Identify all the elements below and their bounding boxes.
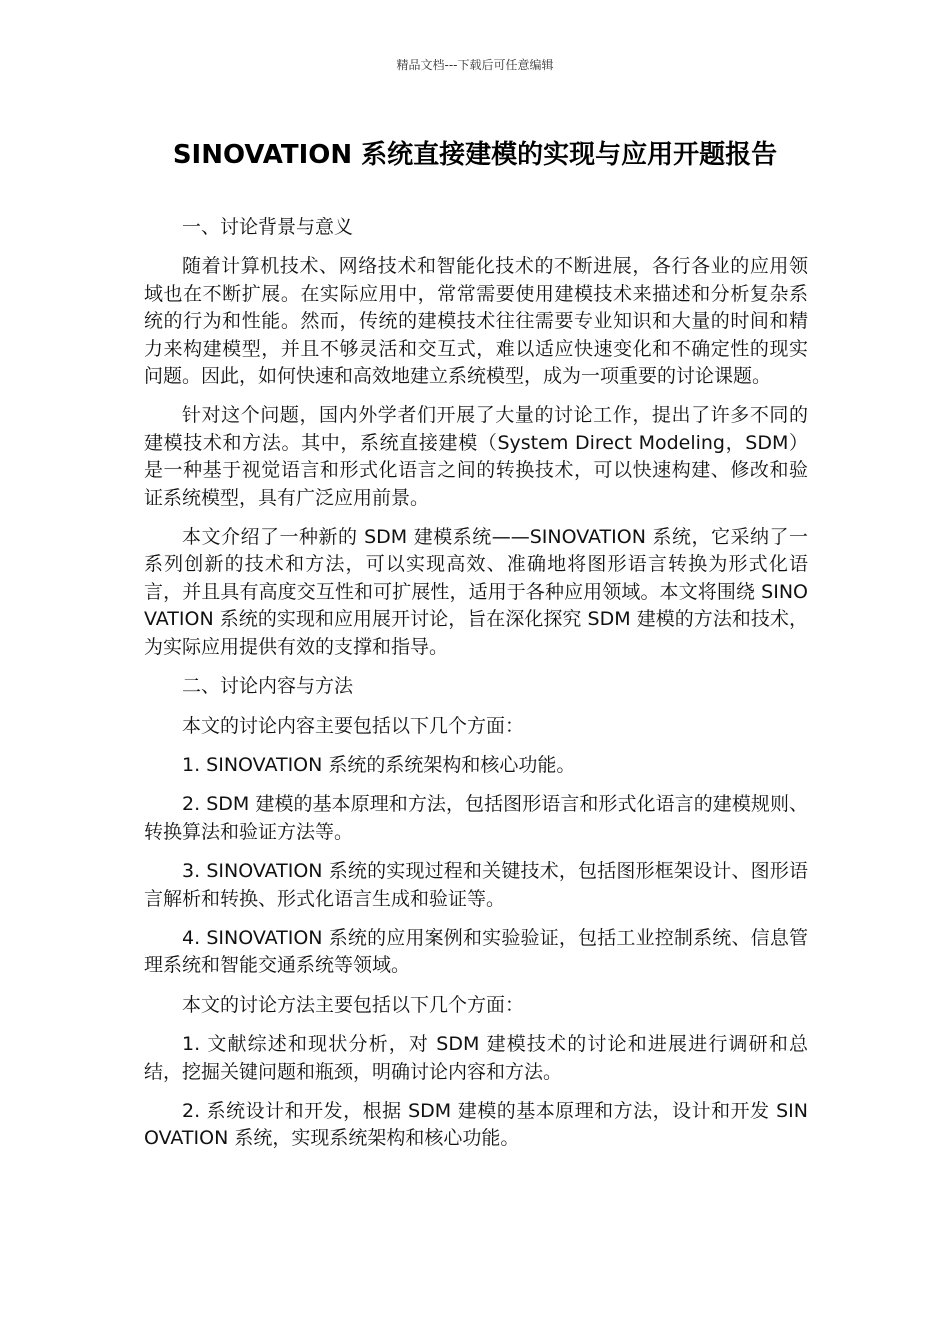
list-item-content-3: 3. SINOVATION 系统的实现过程和关键技术，包括图形框架设计、图形语言解析和转换、形式化语言生成和验证等。: [144, 860, 808, 910]
header-note: 精品文档---下载后可任意编辑: [396, 58, 554, 72]
paragraph-background-2: 针对这个问题，国内外学者们开展了大量的讨论工作，提出了许多不同的建模技术和方法。其中，系统直接建模（System Direct Modeling，SDM）是一种基于视觉语言和形式化语言之间的转换技术，可以快速构建、修改和验证系统模型，具有广泛应用前景。: [144, 404, 808, 509]
paragraph-content-intro: 本文的讨论内容主要包括以下几个方面：: [182, 714, 525, 737]
paragraph-method-intro: 本文的讨论方法主要包括以下几个方面：: [182, 993, 525, 1016]
document-body: [144, 214, 808, 1165]
list-item-method-2: 2. 系统设计和开发，根据 SDM 建模的基本原理和方法，设计和开发 SINOVATION 系统，实现系统架构和核心功能。: [144, 1099, 808, 1150]
section-heading-content-method: 二、讨论内容与方法: [182, 675, 354, 698]
section-heading-background: 一、讨论背景与意义: [182, 216, 354, 238]
list-item-content-1: 1. SINOVATION 系统的系统架构和核心功能。: [182, 753, 576, 776]
document-title: SINOVATION 系统直接建模的实现与应用开题报告: [172, 140, 778, 170]
paragraph-background-1: 随着计算机技术、网络技术和智能化技术的不断进展，各行各业的应用领域也在不断扩展。在实际应用中，常常需要使用建模技术来描述和分析复杂系统的行为和性能。然而，传统的建模技术往往需要专业知识和大量的时间和精力来构建模型，并且不够灵活和交互式，难以适应快速变化和不确定性的现实问题。因此，如何快速和高效地建立系统模型，成为一项重要的讨论课题。: [144, 255, 808, 388]
list-item-content-2: 2. SDM 建模的基本原理和方法，包括图形语言和形式化语言的建模规则、转换算法和验证方法等。: [144, 793, 808, 843]
list-item-content-4: 4. SINOVATION 系统的应用案例和实验验证，包括工业控制系统、信息管理系统和智能交通系统等领域。: [144, 926, 808, 977]
list-item-method-1: 1. 文献综述和现状分析，对 SDM 建模技术的讨论和进展进行调研和总结，挖掘关键问题和瓶颈，明确讨论内容和方法。: [144, 1033, 808, 1083]
paragraph-background-3: 本文介绍了一种新的 SDM 建模系统——SINOVATION 系统，它采纳了一系列创新的技术和方法，可以实现高效、准确地将图形语言转换为形式化语言，并且具有高度交互性和可扩展性，适用于各种应用领域。本文将围绕 SINOVATION 系统的实现和应用展开讨论，旨在深化探究 SDM 建模的方法和技术，为实际应用提供有效的支撑和指导。: [144, 526, 808, 658]
